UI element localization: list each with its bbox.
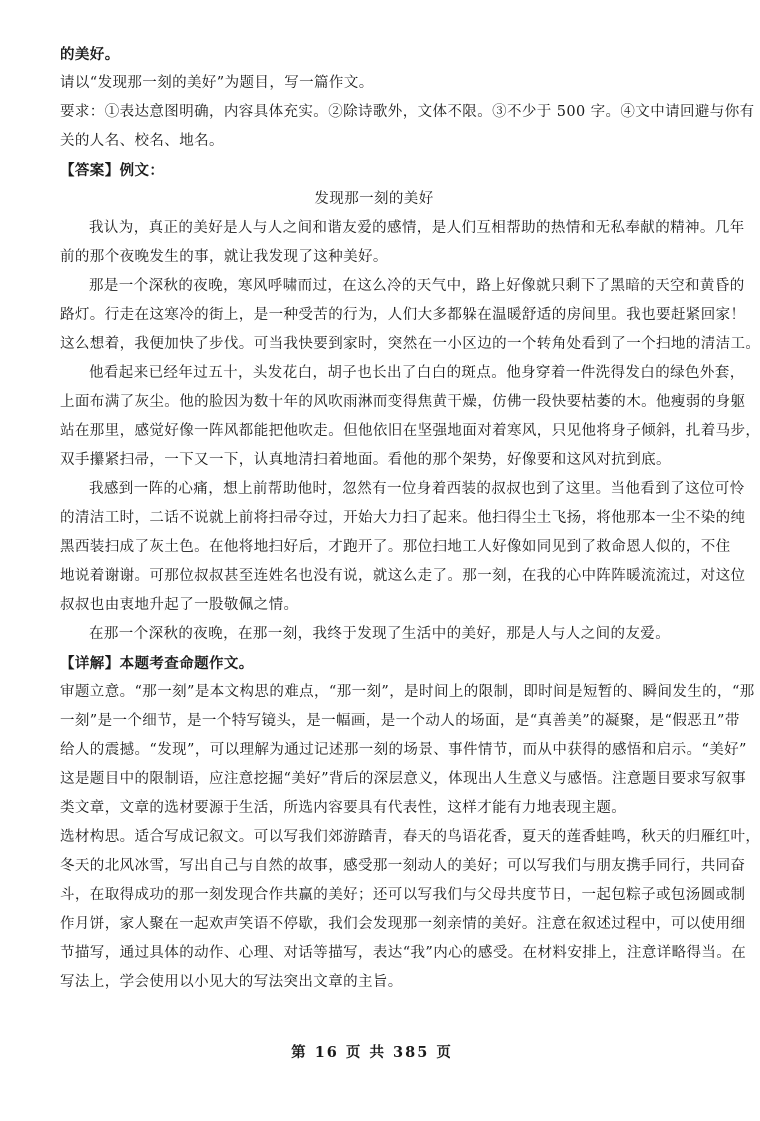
analysis-line: 作月饼，家人聚在一起欢声笑语不停歇，我们会发现那一刻亲情的美好。注意在叙述过程中，可以使用细 bbox=[60, 916, 746, 932]
answer-label: 【答案】例文： bbox=[60, 162, 165, 179]
analysis-line: 斗，在取得成功的那一刻发现合作共赢的美好；还可以写我们与父母共度节日，一起包粽子或包汤圆或制 bbox=[60, 887, 746, 903]
analysis-line: 一刻”是一个细节，是一个特写镜头，是一幅画，是一个动人的场面，是“真善美”的凝聚，是“假恶丑”带 bbox=[60, 713, 740, 729]
essay-paragraph-4 bbox=[60, 475, 746, 620]
analysis-line: 冬天的北风冰雪，写出自己与自然的故事，感受那一刻动人的美好；可以写我们与朋友携手同行，共同奋 bbox=[60, 858, 746, 874]
analysis-line: 类文章，文章的选材要源于生活，所选内容要具有代表性，这样才能有力地表现主题。 bbox=[60, 800, 627, 816]
document-page bbox=[60, 40, 760, 1100]
essay-paragraph-2 bbox=[60, 272, 760, 359]
essay-line: 这么想着，我便加快了步伐。可当我快要到家时，突然在一小区边的一个转角处看到了一个扫地的清洁工。 bbox=[60, 336, 760, 352]
requirements-line: 要求：①表达意图明确，内容具体充实。②除诗歌外，文体不限。③不少于 500 字。④文中请回避与你有 bbox=[60, 104, 755, 120]
essay-line: 路灯。行走在这寒冷的街上，是一种受苦的行为，人们大多都躲在温暖舒适的房间里。我也要赶紧回家！ bbox=[60, 307, 746, 323]
analysis-label: 【详解】本题考查命题作文。 bbox=[60, 655, 254, 672]
essay-line: 那是一个深秋的夜晚，寒风呼啸而过，在这么冷的天气中，路上好像就只剩下了黑暗的天空和黄昏的 bbox=[89, 278, 745, 294]
requirements bbox=[60, 98, 755, 156]
page-number-footer: 第 16 页 共 385 页 bbox=[291, 1044, 453, 1061]
essay-line: 我认为，真正的美好是人与人之间和谐友爱的感情，是人们互相帮助的热情和无私奉献的精神。几年 bbox=[89, 220, 745, 236]
analysis-line: 写法上，学会使用以小见大的写法突出文章的主旨。 bbox=[60, 974, 403, 990]
essay-line: 前的那个夜晚发生的事，就让我发现了这种美好。 bbox=[60, 249, 388, 265]
analysis-line: 节描写，通过具体的动作、心理、对话等描写，表达“我”内心的感受。在材料安排上，注意详略得当。在 bbox=[60, 945, 747, 961]
essay-paragraph-3 bbox=[60, 359, 760, 475]
essay-line: 站在那里，感觉好像一阵风都能把他吹走。但他依旧在坚强地面对着寒风，只见他将身子倾斜，扎着马步， bbox=[60, 423, 760, 439]
analysis-line: 给人的震撼。“发现”，可以理解为通过记述那一刻的场景、事件情节，而从中获得的感悟和启示。“美好” bbox=[60, 742, 747, 758]
analysis-material bbox=[60, 823, 760, 997]
essay-line: 的清洁工时，二话不说就上前将扫帚夺过，开始大力扫了起来。他扫得尘土飞扬，将他那本一尘不染的纯 bbox=[60, 510, 746, 526]
essay-title: 发现那一刻的美好 bbox=[314, 191, 434, 207]
analysis-line: 这是题目中的限制语，应注意挖掘“美好”背后的深层意义，体现出人生意义与感悟。注意题目要求写叙事 bbox=[60, 771, 747, 787]
essay-line: 黑西装扫成了灰土色。在他将地扫好后，才跑开了。那位扫地工人好像如同见到了救命恩人似的，不住 bbox=[60, 539, 731, 555]
essay-line: 他看起来已经年过五十，头发花白，胡子也长出了白白的斑点。他身穿着一件洗得发白的绿色外套， bbox=[89, 365, 745, 381]
requirements-line: 关的人名、校名、地名。 bbox=[60, 133, 224, 149]
essay-line: 地说着谢谢。可那位叔叔甚至连姓名也没有说，就这么走了。那一刻，在我的心中阵阵暖流流过，对这位 bbox=[60, 568, 746, 584]
essay-line: 叔叔也由衷地升起了一股敬佩之情。 bbox=[60, 597, 299, 613]
essay-line: 在那一个深秋的夜晚，在那一刻，我终于发现了生活中的美好，那是人与人之间的友爱。 bbox=[89, 626, 671, 642]
analysis-line: 审题立意。“那一刻”是本文构思的难点，“那一刻”，是时间上的限制，即时间是短暂的、瞬间发生的，“那 bbox=[60, 684, 755, 700]
analysis-review bbox=[60, 678, 755, 823]
essay-paragraph-5 bbox=[60, 620, 688, 649]
essay-paragraph-1 bbox=[60, 214, 745, 272]
essay-line: 上面布满了灰尘。他的脸因为数十年的风吹雨淋而变得焦黄干燥，仿佛一段快要枯萎的木。他瘦弱的身躯 bbox=[60, 394, 746, 410]
intro-line-0: 的美好。 bbox=[60, 46, 120, 63]
analysis-line: 选材构思。适合写成记叙文。可以写我们郊游踏青，春天的鸟语花香，夏天的莲香蛙鸣，秋天的归雁红叶， bbox=[60, 829, 760, 845]
essay-line: 双手攥紧扫帚，一下又一下，认真地清扫着地面。看他的那个架势，好像要和这风对抗到底。 bbox=[60, 452, 671, 468]
prompt-line: 请以“发现那一刻的美好”为题目，写一篇作文。 bbox=[60, 75, 374, 91]
essay-line: 我感到一阵的心痛，想上前帮助他时，忽然有一位身着西装的叔叔也到了这里。当他看到了这位可怜 bbox=[89, 481, 745, 497]
